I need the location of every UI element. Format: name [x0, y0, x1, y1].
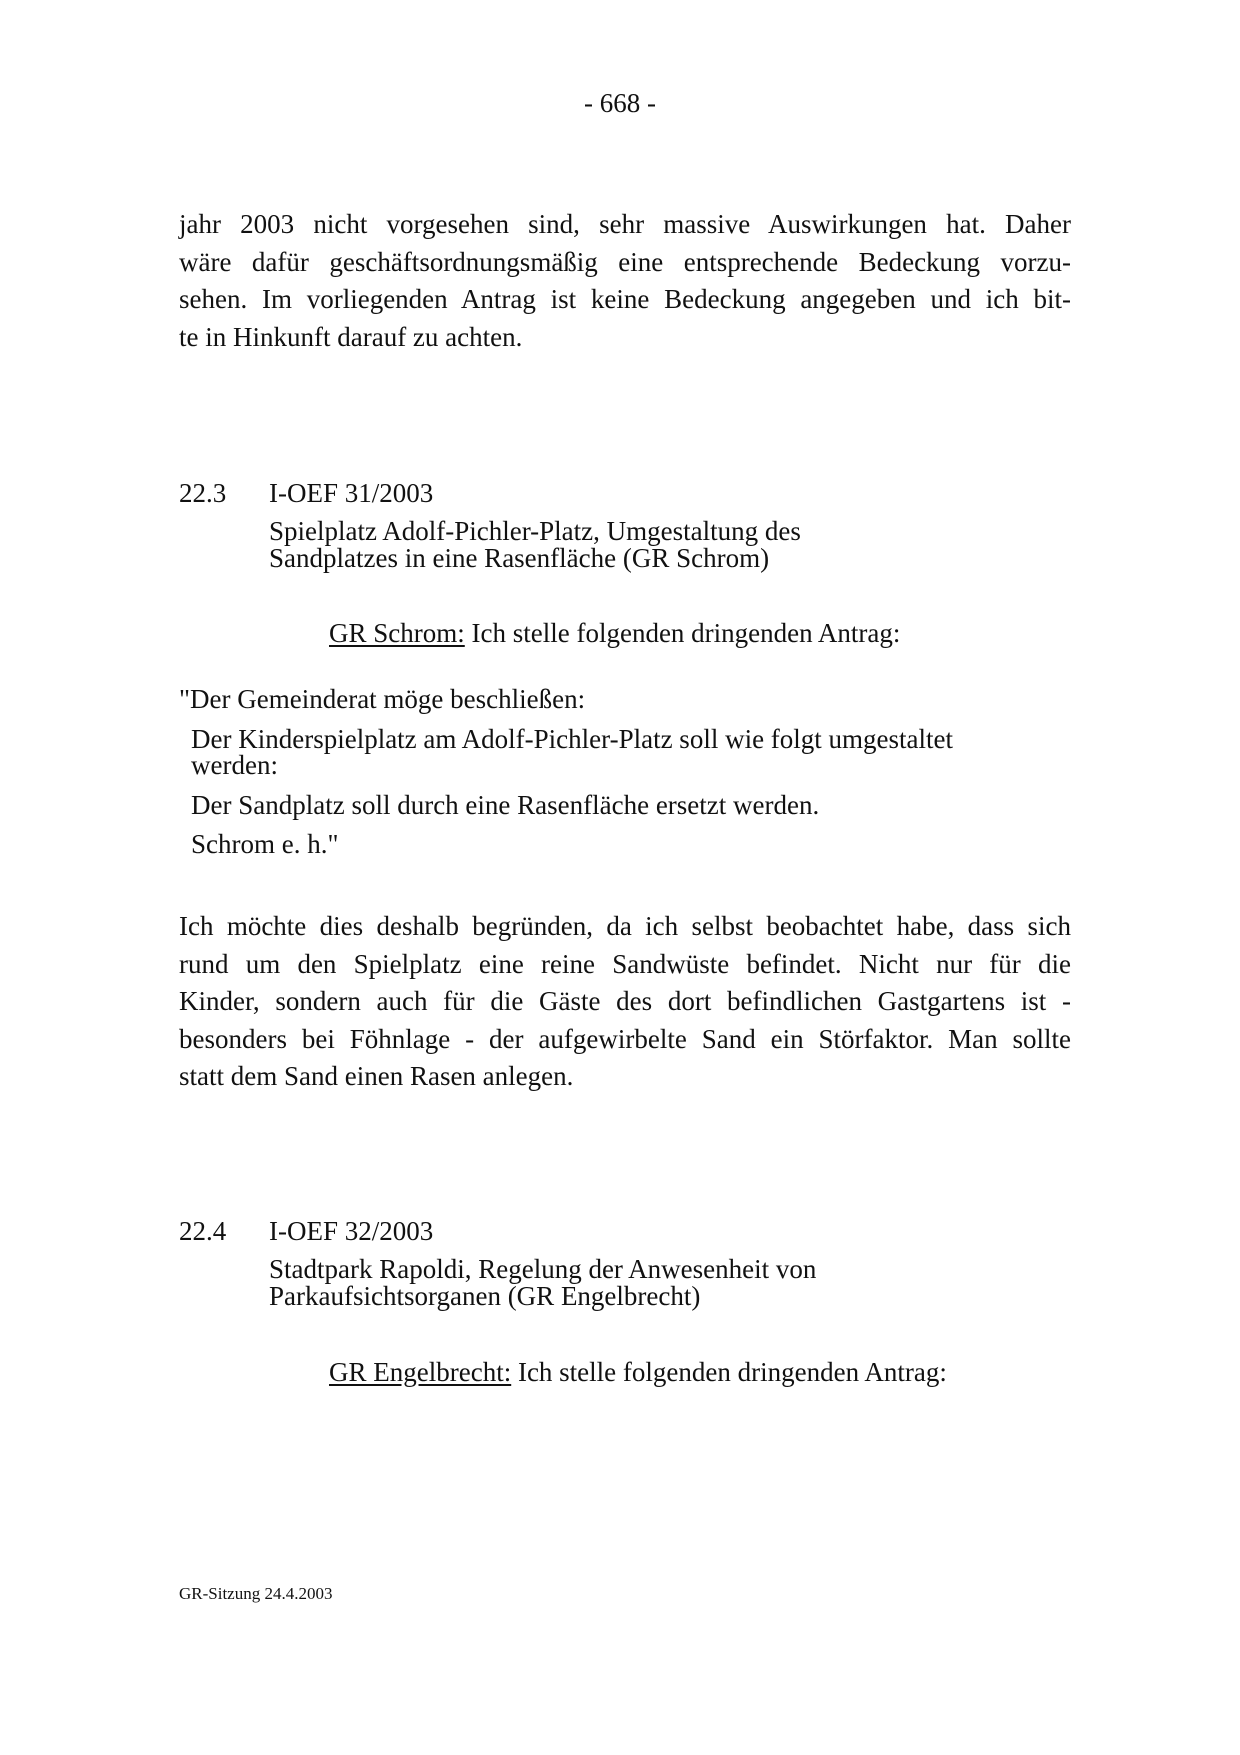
paragraph-line: te in Hinkunft darauf zu achten.: [179, 321, 523, 352]
paragraph-line: jahr 2003 nicht vorgesehen sind, sehr massive Auswirkungen hat. Daher: [179, 209, 1071, 239]
item-number: 22.3: [179, 478, 227, 508]
paragraph-line: rund um den Spielplatz eine reine Sandwüste befindet. Nicht nur für die: [179, 948, 1071, 979]
speaker-name: GR Schrom:: [329, 618, 465, 648]
footer: GR-Sitzung 24.4.2003: [179, 1584, 333, 1603]
item-number: 22.4: [179, 1216, 227, 1246]
motion-line: Der Kinderspielplatz am Adolf-Pichler-Platz soll wie folgt umgestaltet: [191, 724, 954, 754]
speaker-line: [329, 1357, 947, 1388]
item-title-line: Spielplatz Adolf-Pichler-Platz, Umgestaltung des: [269, 516, 801, 546]
motion-signature: Schrom e. h.": [191, 829, 339, 859]
item-reference: I-OEF 31/2003: [269, 478, 434, 508]
speaker-line: [329, 618, 900, 649]
motion-text: [191, 726, 953, 778]
item-title-line: Sandplatzes in eine Rasenfläche (GR Schrom): [269, 543, 770, 573]
paragraph-line: statt dem Sand einen Rasen anlegen.: [179, 1061, 574, 1091]
paragraph-line: sehen. Im vorliegenden Antrag ist keine Bedeckung angegeben und ich bit-: [179, 284, 1071, 314]
speaker-name: GR Engelbrecht:: [329, 1357, 512, 1387]
page-number: - 668 -: [584, 88, 656, 118]
paragraph-line: wäre dafür geschäftsordnungsmäßig eine entsprechende Bedeckung vorzu-: [179, 246, 1071, 277]
motion-opening: "Der Gemeinderat möge beschließen:: [179, 684, 586, 714]
paragraph-line: Ich möchte dies deshalb begründen, da ich selbst beobachtet habe, dass sich: [179, 911, 1071, 941]
intro-paragraph: [179, 206, 1071, 356]
paragraph-line: Kinder, sondern auch für die Gäste des dort befindlichen Gastgartens ist -: [179, 986, 1071, 1016]
item-title-line: Parkaufsichtsorganen (GR Engelbrecht): [269, 1281, 701, 1311]
item-title: [269, 518, 801, 572]
paragraph-line: besonders bei Föhnlage - der aufgewirbelte Sand ein Störfaktor. Man sollte: [179, 1023, 1071, 1054]
motion-line: werden:: [191, 750, 278, 780]
item-reference: I-OEF 32/2003: [269, 1216, 434, 1246]
speaker-text: Ich stelle folgenden dringenden Antrag:: [511, 1357, 947, 1387]
item-title: [269, 1256, 816, 1310]
motion-line: Der Sandplatz soll durch eine Rasenfläche ersetzt werden.: [191, 790, 820, 820]
justification-paragraph: [179, 908, 1071, 1096]
item-title-line: Stadtpark Rapoldi, Regelung der Anwesenheit von: [269, 1254, 817, 1284]
speaker-text: Ich stelle folgenden dringenden Antrag:: [464, 618, 901, 648]
